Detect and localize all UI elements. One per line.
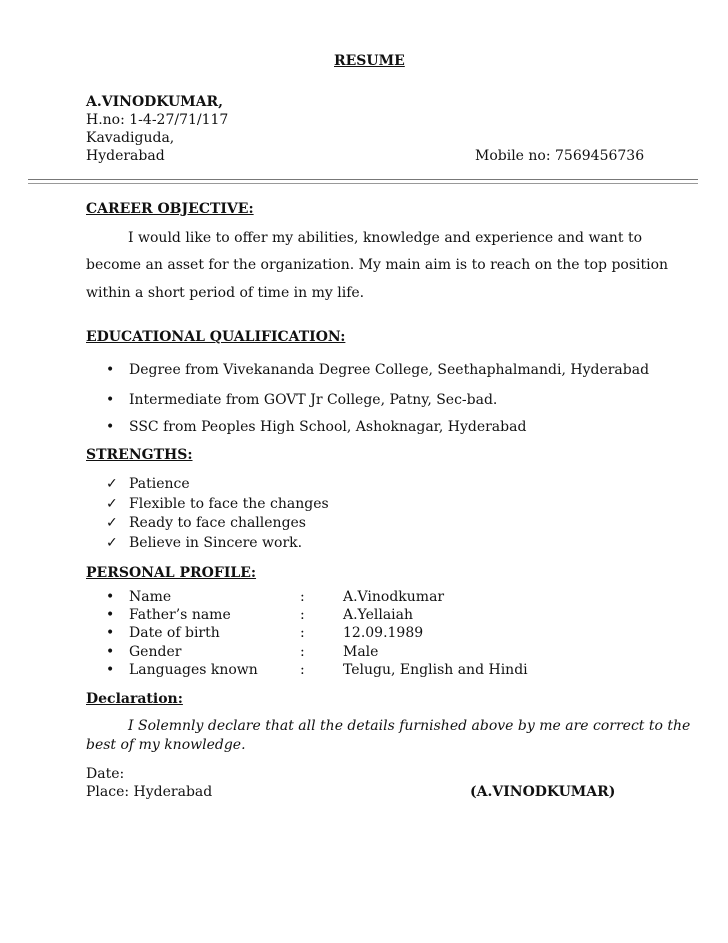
address-line-1: H.no: 1-4-27/71/117 [86,112,229,128]
profile-separator: : [300,625,305,641]
profile-value: Male [343,644,379,660]
mobile-number: Mobile no: 7569456736 [475,148,645,164]
profile-value: 12.09.1989 [343,625,424,641]
profile-separator: : [300,662,305,678]
header-divider-bottom [28,183,698,184]
declaration-line-1: I Solemnly declare that all the details furnished above by me are correct to the [128,718,691,734]
place-label: Place: Hyderabad [86,784,213,800]
header-divider-top [28,179,698,180]
checkmark-icon: ✓ [106,535,118,551]
profile-separator: : [300,644,305,660]
strength-item: Flexible to face the changes [129,496,329,512]
declaration-line-2: best of my knowledge. [86,737,246,753]
profile-label: Gender [129,644,182,660]
profile-label: Father’s name [129,607,231,623]
strengths-heading: STRENGTHS: [86,447,193,463]
bullet-icon: • [106,625,115,641]
objective-line-2: become an asset for the organization. My main aim is to reach on the top position [86,257,669,273]
bullet-icon: • [106,644,115,660]
bullet-icon: • [106,589,115,605]
profile-value: A.Yellaiah [343,607,414,623]
objective-line-3: within a short period of time in my life. [86,285,365,301]
signature-name: (A.VINODKUMAR) [470,784,616,800]
date-label: Date: [86,766,125,782]
page-title: RESUME [334,53,405,69]
checkmark-icon: ✓ [106,515,118,531]
education-item: Intermediate from GOVT Jr College, Patny, Sec-bad. [129,392,498,408]
bullet-icon: • [106,607,115,623]
education-item: Degree from Vivekananda Degree College, Seethaphalmandi, Hyderabad [129,362,650,378]
bullet-icon: • [106,419,115,435]
profile-label: Date of birth [129,625,220,641]
education-item: SSC from Peoples High School, Ashoknagar, Hyderabad [129,419,527,435]
strength-item: Believe in Sincere work. [129,535,303,551]
profile-separator: : [300,589,305,605]
bullet-icon: • [106,662,115,678]
personal-profile-heading: PERSONAL PROFILE: [86,565,257,581]
profile-label: Languages known [129,662,258,678]
checkmark-icon: ✓ [106,496,118,512]
address-line-2: Kavadiguda, [86,130,175,146]
profile-value: Telugu, English and Hindi [343,662,528,678]
profile-separator: : [300,607,305,623]
career-objective-heading: CAREER OBJECTIVE: [86,201,254,217]
declaration-heading: Declaration: [86,691,183,707]
applicant-name: A.VINODKUMAR, [86,94,224,110]
checkmark-icon: ✓ [106,476,118,492]
address-line-3: Hyderabad [86,148,165,164]
strength-item: Ready to face challenges [129,515,306,531]
bullet-icon: • [106,362,115,378]
strength-item: Patience [129,476,190,492]
bullet-icon: • [106,392,115,408]
profile-label: Name [129,589,172,605]
objective-line-1: I would like to offer my abilities, knowledge and experience and want to [128,230,642,246]
education-heading: EDUCATIONAL QUALIFICATION: [86,329,346,345]
profile-value: A.Vinodkumar [343,589,445,605]
